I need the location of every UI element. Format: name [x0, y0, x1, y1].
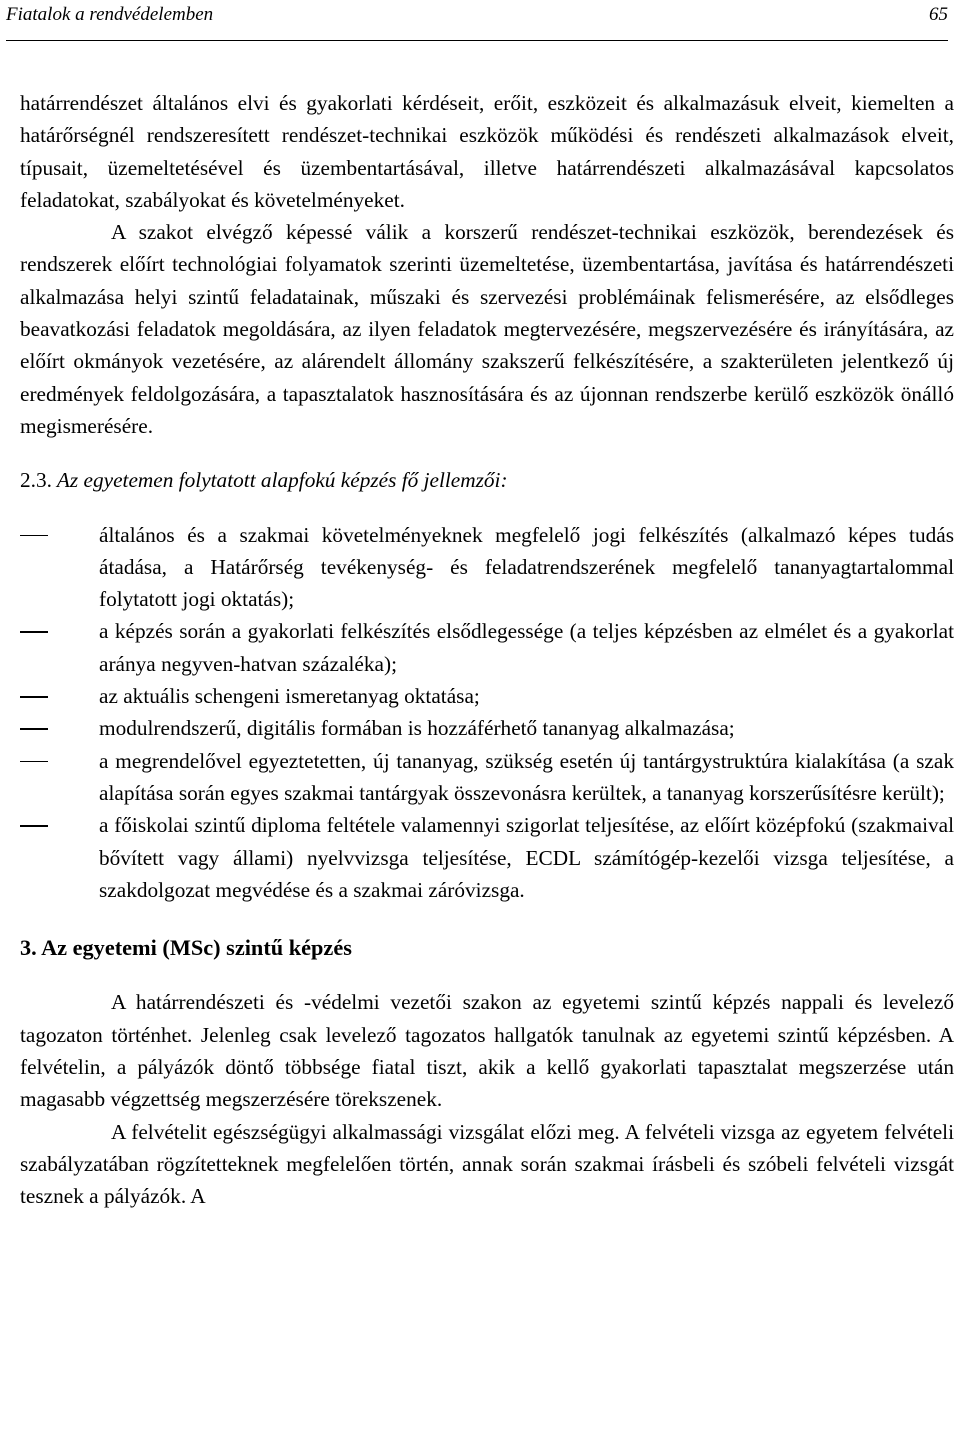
intro-paragraph: határrendészet általános elvi és gyakorlati kérdéseit, erőit, eszközeit és alkalmazásuk elveit, kiemelten a határőrségnél rendszeresített rendészet-technikai eszközök működési és rendészeti alkalmazások elveit, típusait, üzemeltetésével és üzembentartásával, illetve határrendészeti alkalmazásával kapcsolatos feladatokat, szabályokat és követelményeket.: [20, 91, 954, 212]
features-list: [20, 519, 954, 907]
section-2-3-title: Az egyetemen folytatott alapfokú képzés fő jellemzői:: [56, 468, 508, 493]
msc-paragraph-1: A határrendészeti és -védelmi vezetői szakon az egyetemi szintű képzés nappali és levelező tagozaton történhet. Jelenleg csak levelező tagozatos hallgatók tanulnak az egyetemi szintű képzésben. A felvételin, a pályázók döntő többsége fiatal tiszt, akik a kellő gyakorlati tapasztalat megszerzése után magasabb végzettség megszerzésére törekszenek.: [20, 990, 954, 1112]
list-item: a főiskolai szintű diploma feltétele valamennyi szigorlat teljesítése, az előírt középfokú (szakmaival bővített vagy állami) nyelvvizsga teljesítése, ECDL számítógép-kezelői vizsga teljesítése, a szakdolgozat megvédése és a szakmai záróvizsga.: [99, 809, 954, 906]
skills-paragraph: A szakot elvégző képessé válik a korszerű rendészet-technikai eszközök, berendezések és rendszerek előírt technológiai folyamatok szerinti üzemeltetése, üzembentartása, javítása és határrendészeti alkalmazása helyi szintű feladatainak, műszaki és szervezési problémáinak felismerésére, az elsődleges beavatkozási feladatok megoldására, az ilyen feladatok megtervezésére, megszervezésére és irányítására, az előírt okmányok vezetésére, az alárendelt állomány szakszerű felkészítésére, a szakterületen jelentkező új eredmények feldolgozására, a tapasztalatok hasznosítására és az újonnan rendszerbe kerülő eszközök önálló megismerésére.: [20, 220, 954, 438]
running-header: [6, 0, 948, 41]
list-item: a képzés során a gyakorlati felkészítés elsődlegessége (a teljes képzésben az elmélet és a gyakorlat aránya negyven-hatvan százaléka);: [99, 615, 954, 680]
header-title: Fiatalok a rendvédelemben: [6, 4, 214, 25]
msc-paragraph-2: A felvételit egészségügyi alkalmassági vizsgálat előzi meg. A felvételi vizsga az egyetem felvételi szabályzatában rögzítetteknek megfelelően történ, annak során szakmai írásbeli és szóbeli felvételi vizsgát tesznek a pályázók. A: [20, 1119, 954, 1209]
list-item: a megrendelővel egyeztetetten, új tananyag, szükség esetén új tantárgystruktúra kialakítása (a szak alapítása során egyes szakmai tantárgyak összevonásra kerültek, a tananyag korszerűsítésre került);: [99, 745, 954, 810]
page-number: 65: [929, 4, 948, 25]
section-2-3-heading: [20, 464, 954, 496]
list-item: általános és a szakmai követelményeknek megfelelő jogi felkészítés (alkalmazó képes tudás átadása, a Határőrség tevékenység- és feladatrendszerének megfelelő tananyagtartalommal folytatott jogi oktatás);: [99, 519, 954, 616]
section-3-heading: 3. Az egyetemi (MSc) szintű képzés: [20, 935, 352, 961]
section-2-3-number: 2.3.: [20, 468, 52, 493]
document-body: [20, 87, 954, 1213]
list-item: az aktuális schengeni ismeretanyag oktatása;: [99, 680, 954, 712]
list-item: modulrendszerű, digitális formában is hozzáférhető tananyag alkalmazása;: [99, 712, 954, 744]
